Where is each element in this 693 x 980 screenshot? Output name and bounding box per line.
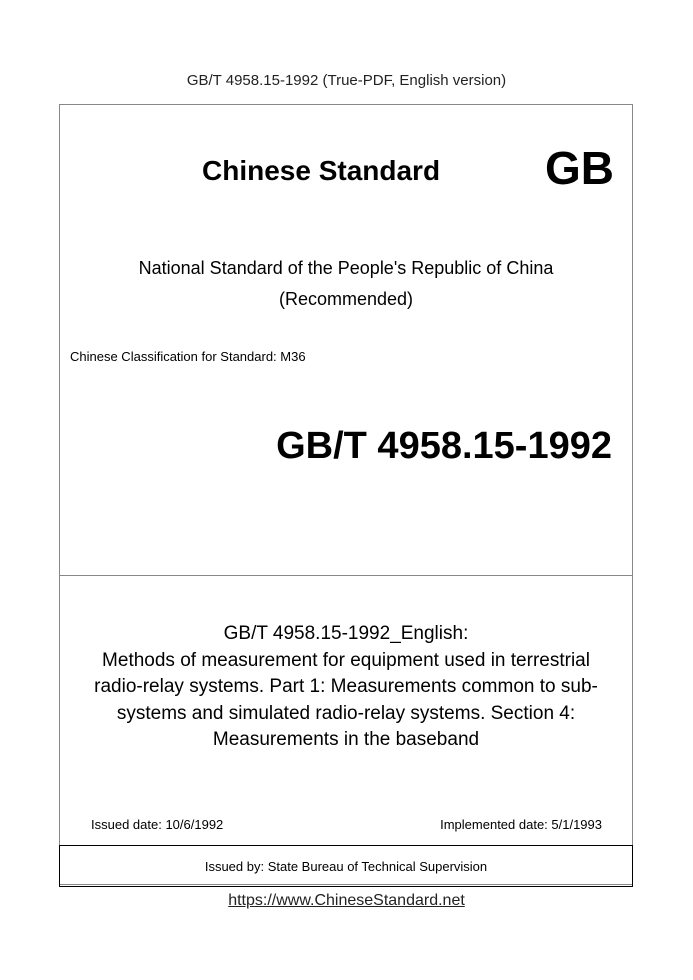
cover-heading: Chinese Standard <box>202 155 441 186</box>
issuer-box <box>59 845 633 887</box>
classification: Chinese Classification for Standard: M36 <box>70 349 306 364</box>
issued-by: Issued by: State Bureau of Technical Supervision <box>204 858 488 874</box>
subtitle-line-2: (Recommended) <box>278 289 414 309</box>
implemented-date: Implemented date: 5/1/1993 <box>440 817 602 832</box>
section-divider <box>60 575 632 576</box>
page-caption: GB/T 4958.15-1992 (True-PDF, English version) <box>186 72 507 89</box>
title-line: Measurements in the baseband <box>212 729 480 750</box>
title-line: systems and simulated radio-relay systems. Section 4: <box>116 702 576 724</box>
document-title <box>60 621 632 754</box>
gb-mark: GB <box>545 142 614 194</box>
cover-page <box>59 104 633 885</box>
standard-number: GB/T 4958.15-1992 <box>276 425 612 467</box>
title-line: radio-relay systems. Part 1: Measurements common to sub- <box>94 676 598 697</box>
website-link[interactable]: https://www.ChineseStandard.net <box>228 892 465 909</box>
title-line: GB/T 4958.15-1992_English: <box>223 623 469 644</box>
subtitle-line-1: National Standard of the People's Republic of China <box>138 258 554 278</box>
title-line: Methods of measurement for equipment used in terrestrial <box>102 649 590 671</box>
issued-date: Issued date: 10/6/1992 <box>91 817 224 832</box>
